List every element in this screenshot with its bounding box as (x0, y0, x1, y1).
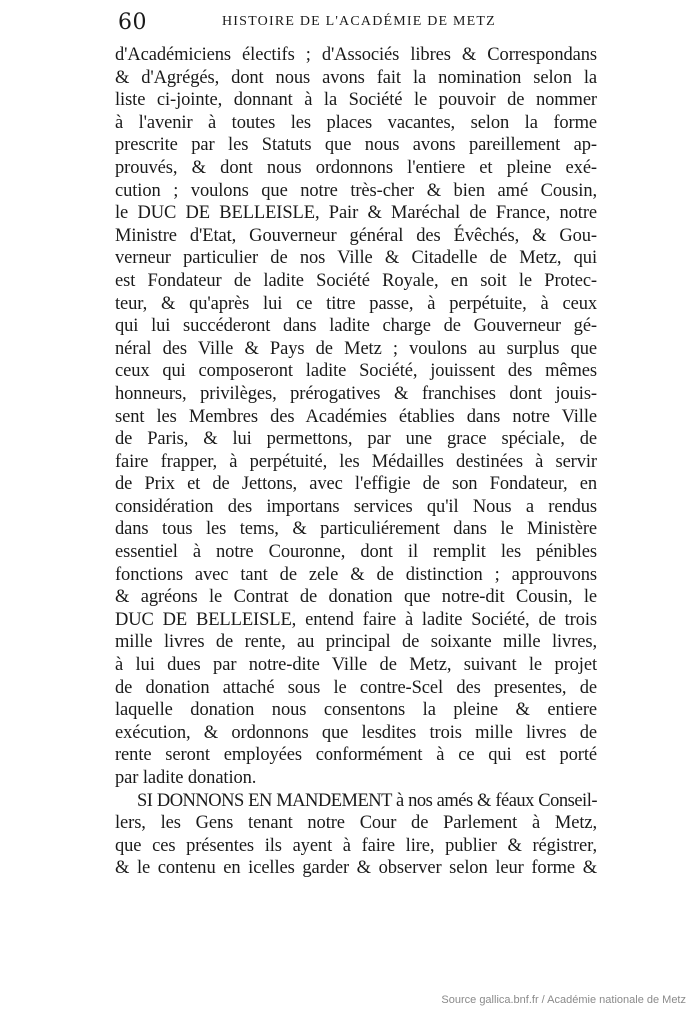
text-line: & d'Agrégés, dont nous avons fait la nomination selon la (115, 67, 597, 88)
text-line: à lui dues par notre-dite Ville de Metz, suivant le projet (115, 655, 597, 676)
body-text (115, 44, 597, 880)
text-line: teur, & qu'après lui ce titre passe, à perpétuite, à ceux (115, 293, 597, 314)
text-line: rente seront employées conformément à ce qui est porté (115, 745, 597, 766)
text-line: faire frapper, à perpétuité, les Médailles destinées à servir (115, 451, 597, 472)
text-line: d'Académiciens électifs ; d'Associés libres & Correspondans (115, 45, 597, 65)
text-line: le DUC DE BELLEISLE, Pair & Maréchal de France, notre (115, 203, 597, 224)
text-line: prescrite par les Statuts que nous avons pareillement ap- (115, 135, 597, 156)
text-line: qui lui succéderont dans ladite charge de Gouverneur gé- (115, 316, 597, 337)
text-line: lers, les Gens tenant notre Cour de Parlement à Metz, (115, 813, 597, 834)
page-number: 60 (118, 10, 147, 35)
text-line: SI DONNONS EN MANDEMENT à nos amés & féaux Conseil- (137, 790, 597, 811)
text-line: cution ; voulons que notre très-cher & bien amé Cousin, (115, 180, 597, 201)
text-line: Ministre d'Etat, Gouverneur général des Évêchés, & Gou- (115, 225, 597, 246)
text-line: ceux qui composeront ladite Société, jouissent des mêmes (115, 361, 597, 382)
text-line: de Prix et de Jettons, avec l'effigie de son Fondateur, en (115, 474, 597, 495)
text-line: par ladite donation. (115, 768, 257, 788)
text-line: sent les Membres des Académies établies dans notre Ville (115, 406, 597, 427)
text-line: fonctions avec tant de zele & de distinction ; approuvons (115, 564, 597, 585)
text-line: prouvés, & dont nous ordonnons l'entiere et pleine exé- (115, 157, 597, 178)
text-line: que ces présentes ils ayent à faire lire, publier & régistrer, (115, 835, 597, 856)
text-line: exécution, & ordonnons que lesdites trois mille livres de (115, 722, 597, 743)
running-head: HISTOIRE DE L'ACADÉMIE DE METZ (222, 14, 496, 29)
text-line: considération des importans services qu'il Nous a rendus (115, 496, 597, 517)
text-line: liste ci-jointe, donnant à la Société le pouvoir de nommer (115, 90, 597, 111)
text-line: de Paris, & lui permettons, par une grace spéciale, de (115, 429, 597, 450)
text-line: est Fondateur de ladite Société Royale, en soit le Protec- (115, 270, 597, 291)
source-credit: Source gallica.bnf.fr / Académie nationale de Metz (441, 994, 686, 1006)
text-line: laquelle donation nous consentons la pleine & entiere (115, 700, 597, 721)
text-line: essentiel à notre Couronne, dont il remplit les pénibles (115, 542, 597, 563)
text-line: & agréons le Contrat de donation que notre-dit Cousin, le (115, 587, 597, 608)
text-line: à l'avenir à toutes les places vacantes, selon la forme (115, 112, 597, 133)
text-line: honneurs, privilèges, prérogatives & franchises dont jouis- (115, 383, 597, 404)
text-line: de donation attaché sous le contre-Scel des presentes, de (115, 677, 597, 698)
text-line: verneur particulier de nos Ville & Citadelle de Metz, qui (115, 248, 597, 269)
text-line: mille livres de rente, au principal de soixante mille livres, (115, 632, 597, 653)
text-line: DUC DE BELLEISLE, entend faire à ladite Société, de trois (115, 609, 597, 630)
text-line: & le contenu en icelles garder & observer selon leur forme & (115, 858, 597, 879)
text-line: dans tous les tems, & particuliérement dans le Ministère (115, 519, 597, 540)
text-line: néral des Ville & Pays de Metz ; voulons au surplus que (115, 338, 597, 359)
